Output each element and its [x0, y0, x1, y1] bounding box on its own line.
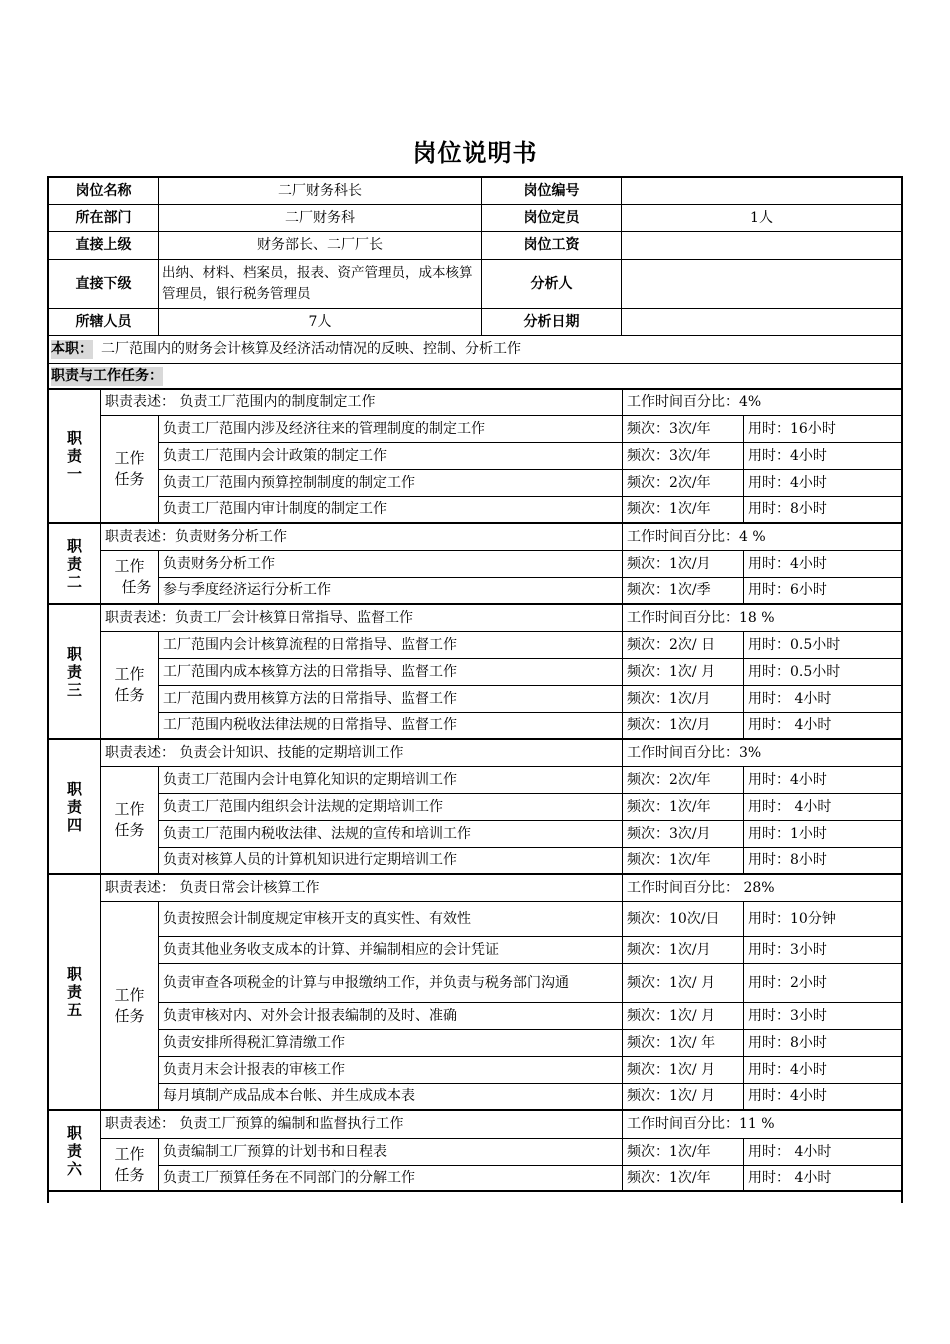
value-direct-superior: 财务部长、二厂厂长	[159, 232, 482, 260]
task-text: 工厂范围内成本核算方法的日常指导、监督工作	[159, 659, 623, 686]
label-position-code: 岗位编号	[482, 178, 622, 205]
label-staff-count: 所辖人员	[49, 309, 159, 336]
task-frequency: 频次：1次/ 月	[623, 659, 744, 686]
duty-name-char: 职	[66, 429, 82, 447]
duty-description: 职责表述：负责工厂会计核算日常指导、监督工作	[101, 605, 623, 632]
value-headcount: 1人	[622, 205, 901, 232]
task-duration: 用时： 4小时	[744, 686, 901, 713]
task-frequency: 频次：2次/ 日	[623, 632, 744, 659]
duty-description: 职责表述： 负责日常会计核算工作	[101, 875, 623, 902]
task-duration: 用时：10分钟	[744, 902, 901, 937]
task-duration: 用时：0.5小时	[744, 659, 901, 686]
task-text: 负责对核算人员的计算机知识进行定期培训工作	[159, 848, 623, 875]
task-frequency: 频次：1次/月	[623, 713, 744, 740]
value-staff-count: 7人	[159, 309, 482, 336]
value-analysis-date	[622, 309, 901, 336]
task-frequency: 频次：1次/ 月	[623, 964, 744, 1003]
task-duration: 用时：1小时	[744, 821, 901, 848]
task-text: 负责工厂预算任务在不同部门的分解工作	[159, 1166, 623, 1192]
task-duration: 用时：4小时	[744, 1057, 901, 1084]
duty-name-6	[49, 1111, 101, 1192]
duty-name-2	[49, 524, 101, 605]
task-label	[101, 632, 159, 740]
task-frequency: 频次：3次/月	[623, 821, 744, 848]
task-frequency: 频次：1次/月	[623, 937, 744, 964]
duty-name-char: 责	[66, 662, 82, 681]
value-position-code	[622, 178, 901, 205]
duty-name-char: 责	[66, 554, 82, 573]
duty-name-char: 二	[66, 572, 82, 591]
task-text: 负责工厂范围内预算控制制度的制定工作	[159, 470, 623, 497]
duty-time-percent: 工作时间百分比：4%	[623, 390, 901, 416]
task-label-line-1: 工作	[114, 449, 145, 467]
duty-name-char: 责	[66, 983, 82, 1001]
task-text: 负责工厂范围内会计电算化知识的定期培训工作	[159, 767, 623, 794]
task-text: 负责工厂范围内会计政策的制定工作	[159, 443, 623, 470]
task-frequency: 频次：10次/日	[623, 902, 744, 937]
duty-name-char: 职	[66, 644, 82, 663]
value-department: 二厂财务科	[159, 205, 482, 232]
task-label-line-1: 工作	[114, 1144, 145, 1163]
task-frequency: 频次：1次/月	[623, 686, 744, 713]
label-direct-superior: 直接上级	[49, 232, 159, 260]
task-text: 负责工厂范围内审计制度的制定工作	[159, 497, 623, 524]
task-text: 负责安排所得税汇算清缴工作	[159, 1030, 623, 1057]
label-analyst: 分析人	[482, 260, 622, 309]
task-frequency: 频次：2次/年	[623, 767, 744, 794]
core-duty-text: 二厂范围内的财务会计核算及经济活动情况的反映、控制、分析工作	[101, 341, 521, 357]
task-frequency: 频次：1次/ 月	[623, 1084, 744, 1111]
duty-name-char: 职	[66, 965, 82, 983]
task-duration: 用时：2小时	[744, 964, 901, 1003]
duty-name-char: 一	[66, 465, 82, 483]
label-department: 所在部门	[49, 205, 159, 232]
duty-name-char: 五	[66, 1001, 82, 1019]
label-analysis-date: 分析日期	[482, 309, 622, 336]
duty-name-char: 职	[66, 779, 82, 798]
label-position-name: 岗位名称	[49, 178, 159, 205]
task-frequency: 频次：1次/年	[623, 848, 744, 875]
task-frequency: 频次：1次/ 月	[623, 1057, 744, 1084]
value-direct-subordinate: 出纳、材料、档案员，报表、资产管理员，成本核算管理员，银行税务管理员	[159, 260, 482, 309]
duty-name-char: 责	[66, 1141, 82, 1160]
duty-time-percent: 工作时间百分比：3%	[623, 740, 901, 767]
task-text: 负责工厂范围内涉及经济往来的管理制度的制定工作	[159, 416, 623, 443]
task-text: 负责工厂范围内税收法律、法规的宣传和培训工作	[159, 821, 623, 848]
job-description-table	[47, 176, 903, 1203]
task-text: 负责按照会计制度规定审核开支的真实性、有效性	[159, 902, 623, 937]
task-frequency: 频次：1次/ 年	[623, 1030, 744, 1057]
duty-name-char: 职	[66, 536, 82, 555]
task-text: 工厂范围内税收法律法规的日常指导、监督工作	[159, 713, 623, 740]
task-duration: 用时：4小时	[744, 551, 901, 578]
label-headcount: 岗位定员	[482, 205, 622, 232]
task-text: 负责工厂范围内组织会计法规的定期培训工作	[159, 794, 623, 821]
task-label-line-2: 任务	[114, 686, 145, 704]
core-duty-label: 本职：	[51, 341, 93, 357]
task-frequency: 频次：1次/年	[623, 794, 744, 821]
task-duration: 用时：3小时	[744, 1003, 901, 1030]
duty-name-char: 职	[66, 1123, 82, 1142]
task-text: 负责其他业务收支成本的计算、并编制相应的会计凭证	[159, 937, 623, 964]
task-duration: 用时：8小时	[744, 497, 901, 524]
task-frequency: 频次：1次/年	[623, 1139, 744, 1166]
label-direct-subordinate: 直接下级	[49, 260, 159, 309]
core-duty-row	[49, 336, 901, 364]
task-text: 负责审核对内、对外会计报表编制的及时、准确	[159, 1003, 623, 1030]
task-label	[101, 551, 159, 605]
task-label-line-1: 工作	[114, 665, 145, 683]
task-duration: 用时：4小时	[744, 443, 901, 470]
page-title: 岗位说明书	[412, 139, 538, 167]
task-label-line-2: 任务	[114, 1006, 145, 1025]
value-position-name: 二厂财务科长	[159, 178, 482, 205]
task-text: 负责月末会计报表的审核工作	[159, 1057, 623, 1084]
task-duration: 用时： 4小时	[744, 1139, 901, 1166]
task-label-line-2: 任务	[114, 1165, 145, 1184]
task-label	[101, 767, 159, 875]
task-frequency: 频次：1次/年	[623, 497, 744, 524]
task-label-line-1: 工作	[114, 557, 145, 575]
task-label-line-1: 工作	[114, 800, 145, 818]
task-frequency: 频次：1次/年	[623, 1166, 744, 1192]
duty-name-char: 责	[66, 447, 82, 465]
duty-name-char: 三	[66, 680, 82, 699]
task-label	[101, 902, 159, 1111]
task-text: 负责审查各项税金的计算与申报缴纳工作，并负责与税务部门沟通	[159, 964, 623, 1003]
duty-description: 职责表述： 负责会计知识、技能的定期培训工作	[101, 740, 623, 767]
task-duration: 用时：6小时	[744, 578, 901, 605]
task-text: 参与季度经济运行分析工作	[159, 578, 623, 605]
duty-name-char: 责	[66, 797, 82, 816]
task-label-line-2: 任务	[121, 578, 152, 596]
task-label-line-1: 工作	[114, 985, 145, 1004]
duty-description: 职责表述： 负责工厂预算的编制和监督执行工作	[101, 1111, 623, 1139]
duty-time-percent: 工作时间百分比：4 %	[623, 524, 901, 551]
task-label	[101, 1139, 159, 1192]
task-duration: 用时：8小时	[744, 1030, 901, 1057]
task-duration: 用时：16小时	[744, 416, 901, 443]
task-label-line-2: 任务	[114, 821, 145, 839]
duty-name-1	[49, 390, 101, 524]
duty-time-percent: 工作时间百分比：18 %	[623, 605, 901, 632]
duties-header-row	[49, 364, 901, 390]
task-text: 负责编制工厂预算的计划书和日程表	[159, 1139, 623, 1166]
task-duration: 用时：4小时	[744, 1084, 901, 1111]
task-label-line-2: 任务	[114, 470, 145, 488]
value-salary	[622, 232, 901, 260]
duty-description: 职责表述：负责财务分析工作	[101, 524, 623, 551]
duty-name-3	[49, 605, 101, 740]
task-duration: 用时：3小时	[744, 937, 901, 964]
task-frequency: 频次：3次/年	[623, 416, 744, 443]
task-frequency: 频次：1次/ 月	[623, 1003, 744, 1030]
task-label	[101, 416, 159, 524]
task-text: 每月填制产成品成本台帐、并生成成本表	[159, 1084, 623, 1111]
duty-time-percent: 工作时间百分比：11 %	[623, 1111, 901, 1139]
task-frequency: 频次：1次/月	[623, 551, 744, 578]
task-duration: 用时：4小时	[744, 470, 901, 497]
label-salary: 岗位工资	[482, 232, 622, 260]
task-text: 工厂范围内费用核算方法的日常指导、监督工作	[159, 686, 623, 713]
duty-name-4	[49, 740, 101, 875]
task-frequency: 频次：1次/季	[623, 578, 744, 605]
duty-time-percent: 工作时间百分比： 28%	[623, 875, 901, 902]
task-frequency: 频次：2次/年	[623, 470, 744, 497]
duty-name-char: 四	[66, 815, 82, 834]
duties-header: 职责与工作任务：	[51, 367, 163, 384]
task-duration: 用时： 4小时	[744, 713, 901, 740]
value-analyst	[622, 260, 901, 309]
task-duration: 用时：4小时	[744, 767, 901, 794]
task-duration: 用时：8小时	[744, 848, 901, 875]
task-duration: 用时： 4小时	[744, 794, 901, 821]
duty-description: 职责表述： 负责工厂范围内的制度制定工作	[101, 390, 623, 416]
task-text: 工厂范围内会计核算流程的日常指导、监督工作	[159, 632, 623, 659]
duty-name-5	[49, 875, 101, 1111]
task-frequency: 频次：3次/年	[623, 443, 744, 470]
task-duration: 用时：0.5小时	[744, 632, 901, 659]
duty-name-char: 六	[66, 1159, 82, 1178]
task-text: 负责财务分析工作	[159, 551, 623, 578]
duties-container	[49, 390, 901, 1205]
task-duration: 用时： 4小时	[744, 1166, 901, 1192]
